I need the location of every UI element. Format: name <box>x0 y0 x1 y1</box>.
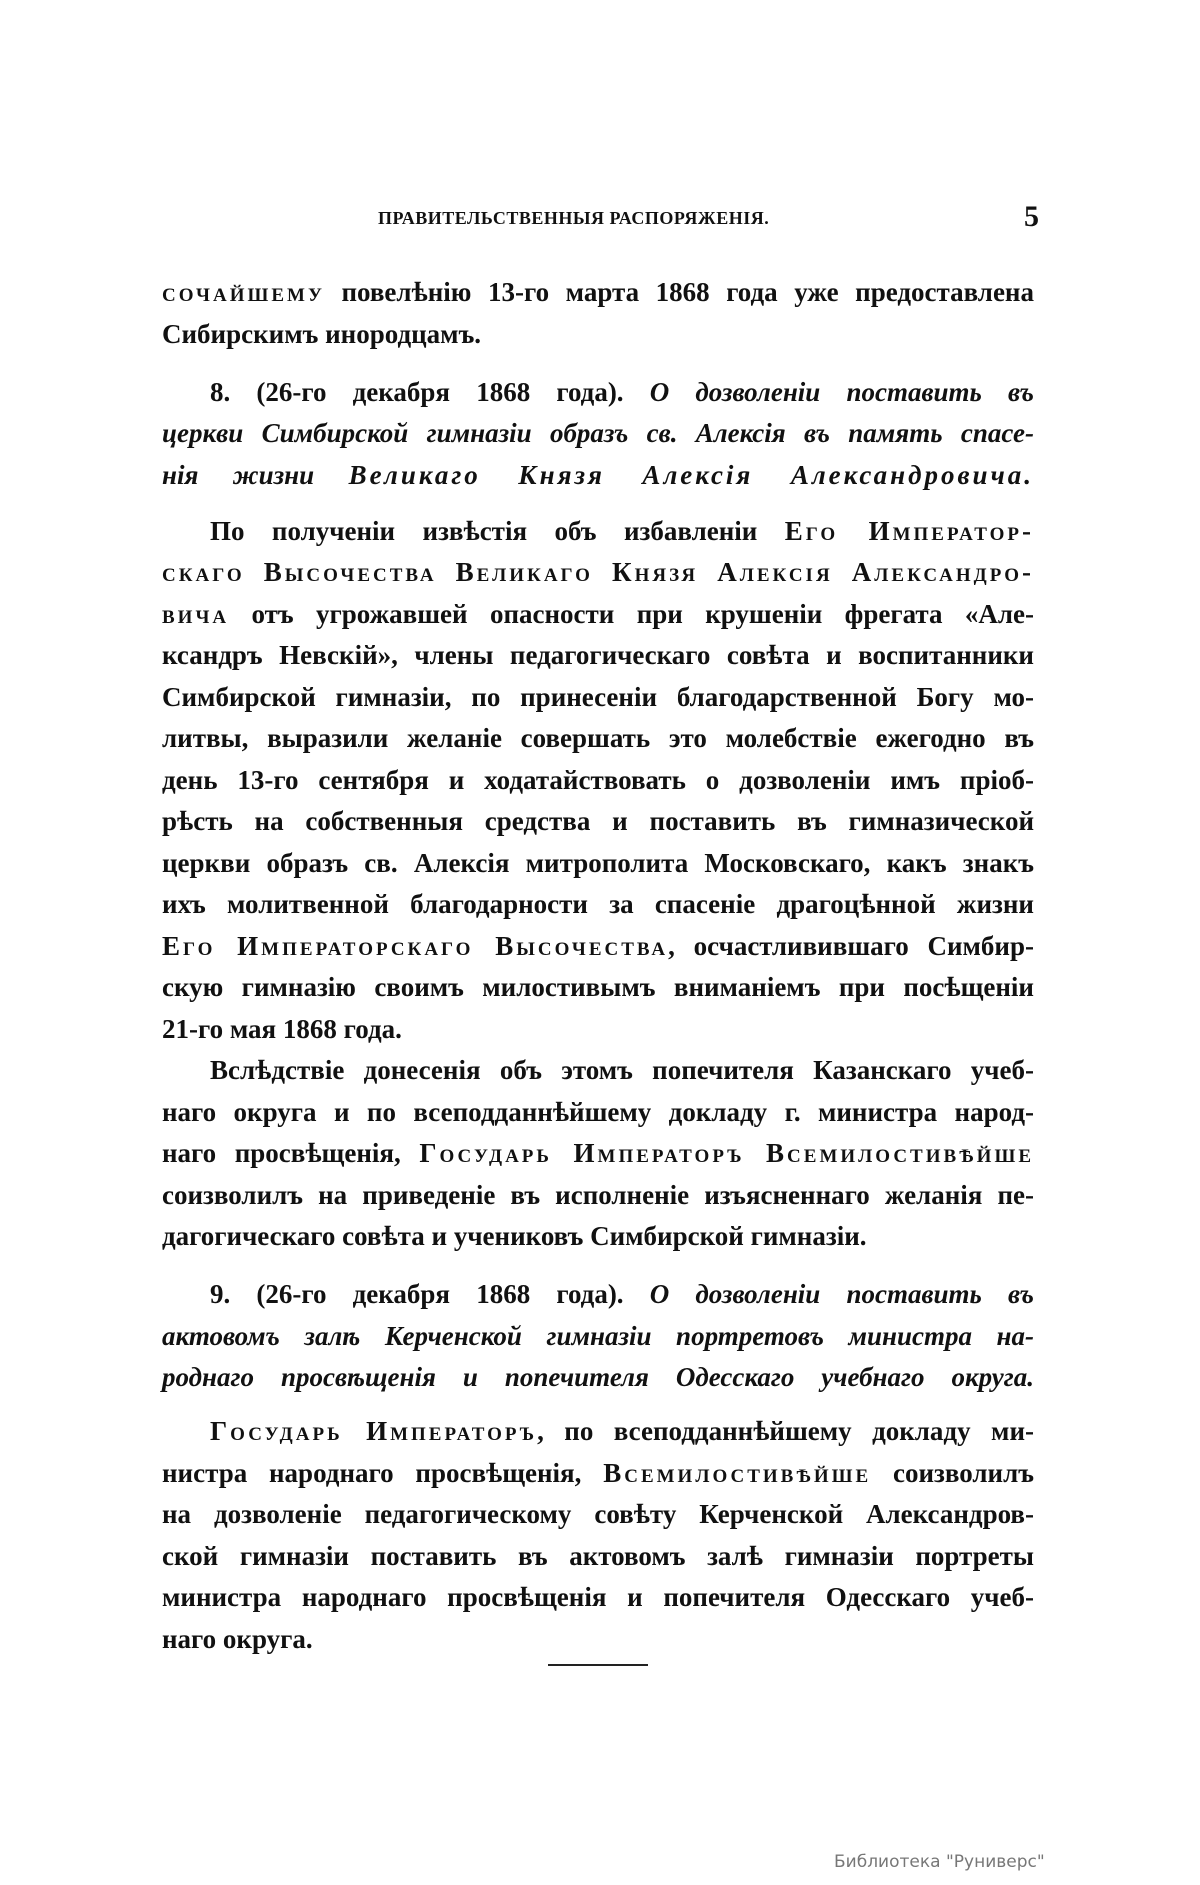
text-line <box>162 888 1034 920</box>
text-line <box>162 459 1034 491</box>
text-line <box>162 1361 1034 1393</box>
text-segment: день 13-го сентября и ходатайствовать о дозволеніи имъ пріоб- <box>162 764 1034 795</box>
text-line <box>162 722 1034 754</box>
text-segment: Государь Императоръ Всемилостивѣйше <box>419 1138 1034 1169</box>
text-line <box>210 376 1034 408</box>
text-line <box>162 1623 1034 1655</box>
text-segment: , осчастливившаго Симбир- <box>668 930 1034 961</box>
text-segment: наго округа и по всеподданнѣйшему докладу г. министра народ- <box>162 1096 1034 1127</box>
text-line <box>162 1013 1034 1045</box>
text-segment: церкви образъ св. Алексія митрополита Московскаго, какъ знакъ <box>162 847 1034 878</box>
text-line <box>162 276 1034 308</box>
text-segment: Симбирской гимназіи, по принесеніи благодарственной Богу мо- <box>162 681 1034 712</box>
text-line <box>162 1540 1034 1572</box>
text-segment: сочайшему <box>162 277 325 307</box>
text-segment: на дозволеніе педагогическому совѣту Керченской Александров- <box>162 1499 1034 1530</box>
text-line <box>162 1137 1034 1169</box>
text-line <box>162 930 1034 962</box>
text-segment: По полученіи извѣстія объ избавленіи <box>210 515 785 546</box>
text-segment: дагогическаго совѣта и учениковъ Симбирской гимназіи. <box>162 1221 867 1252</box>
text-line <box>162 417 1034 449</box>
text-line <box>162 1220 1034 1252</box>
text-line <box>162 805 1034 837</box>
text-line <box>162 1457 1034 1489</box>
text-segment: Сибирскимъ инородцамъ. <box>162 318 482 349</box>
text-segment: ской гимназіи поставить въ актовомъ залѣ гимназіи портреты <box>162 1540 1034 1571</box>
text-segment: О дозволеніи поставить въ <box>649 1279 1034 1310</box>
text-segment: Его Императорскаго Высочества <box>162 930 669 961</box>
text-line <box>162 598 1034 630</box>
text-segment: министра народнаго просвѣщенія и попечителя Одесскаго учеб- <box>162 1582 1034 1613</box>
text-line <box>162 1096 1034 1128</box>
text-segment: , по всеподданнѣйшему докладу ми- <box>537 1416 1034 1447</box>
text-segment: нія жизни <box>162 459 349 490</box>
text-segment: скаго Высочества Великаго Князя Алексія Александро- <box>162 557 1034 588</box>
text-line <box>162 1179 1034 1211</box>
text-segment: роднаго просвѣщенія и попечителя Одесскаго учебнаго округа. <box>162 1362 1034 1393</box>
text-segment: литвы, выразили желаніе совершать это молебствіе ежегодно въ <box>162 723 1034 754</box>
text-line <box>162 1320 1034 1352</box>
text-line <box>162 681 1034 713</box>
library-watermark: Библиотека "Руниверс" <box>834 1852 1045 1872</box>
text-segment: актовомъ залѣ Керченской гимназіи портретовъ министра на- <box>162 1320 1034 1351</box>
text-segment: ихъ молитвенной благодарности за спасеніе драгоцѣнной жизни <box>162 889 1034 920</box>
text-line <box>210 1278 1034 1310</box>
text-segment: Всемилостивѣйше <box>603 1457 872 1488</box>
text-segment: соизволилъ <box>871 1457 1035 1488</box>
text-line <box>210 1054 1034 1086</box>
text-segment: соизволилъ на приведеніе въ исполненіе изъясненнаго желанія пе- <box>162 1179 1034 1210</box>
text-segment: повелѣнію 13-го марта 1868 года уже предоставлена <box>324 277 1034 307</box>
text-line <box>210 515 1034 547</box>
text-line <box>162 1498 1034 1530</box>
text-line <box>162 847 1034 879</box>
text-segment: наго просвѣщенія, <box>162 1138 420 1169</box>
text-line <box>162 639 1034 671</box>
text-segment: скую гимназію своимъ милостивымъ вниманіемъ при посѣщеніи <box>162 972 1034 1003</box>
text-line <box>210 1415 1034 1447</box>
text-segment: 9. (26-го декабря 1868 года). <box>210 1279 650 1310</box>
text-segment: Великаго Князя Алексія Александровича. <box>348 459 1034 490</box>
text-segment: ксандръ Невскій», члены педагогическаго совѣта и воспитанники <box>162 640 1034 671</box>
end-rule <box>548 1664 648 1666</box>
text-segment: нистра народнаго просвѣщенія, <box>162 1457 604 1488</box>
page-number: 5 <box>1024 200 1039 233</box>
running-title: ПРАВИТЕЛЬСТВЕННЫЯ РАСПОРЯЖЕНІЯ. <box>378 208 770 228</box>
text-line <box>162 1581 1034 1613</box>
text-segment: О дозволеніи поставить въ <box>649 376 1034 407</box>
text-segment: церкви Симбирской гимназіи образъ св. Алексія въ память спасе- <box>162 418 1034 449</box>
text-line <box>162 556 1034 588</box>
text-segment: вича <box>162 598 230 629</box>
text-segment: отъ угрожавшей опасности при крушеніи фрегата «Але- <box>229 598 1034 629</box>
text-segment: Вслѣдствіе донесенія объ этомъ попечителя Казанскаго учеб- <box>210 1055 1034 1086</box>
text-segment: Государь Императоръ <box>210 1416 538 1447</box>
text-segment: 21-го мая 1868 года. <box>162 1013 402 1044</box>
text-segment: Его Император- <box>784 515 1034 546</box>
text-segment: 8. (26-го декабря 1868 года). <box>210 376 650 407</box>
text-segment: наго округа. <box>162 1623 313 1654</box>
text-line <box>162 318 1034 350</box>
text-line <box>162 764 1034 796</box>
text-line <box>162 971 1034 1003</box>
text-segment: рѣсть на собственныя средства и поставить въ гимназической <box>162 806 1034 837</box>
